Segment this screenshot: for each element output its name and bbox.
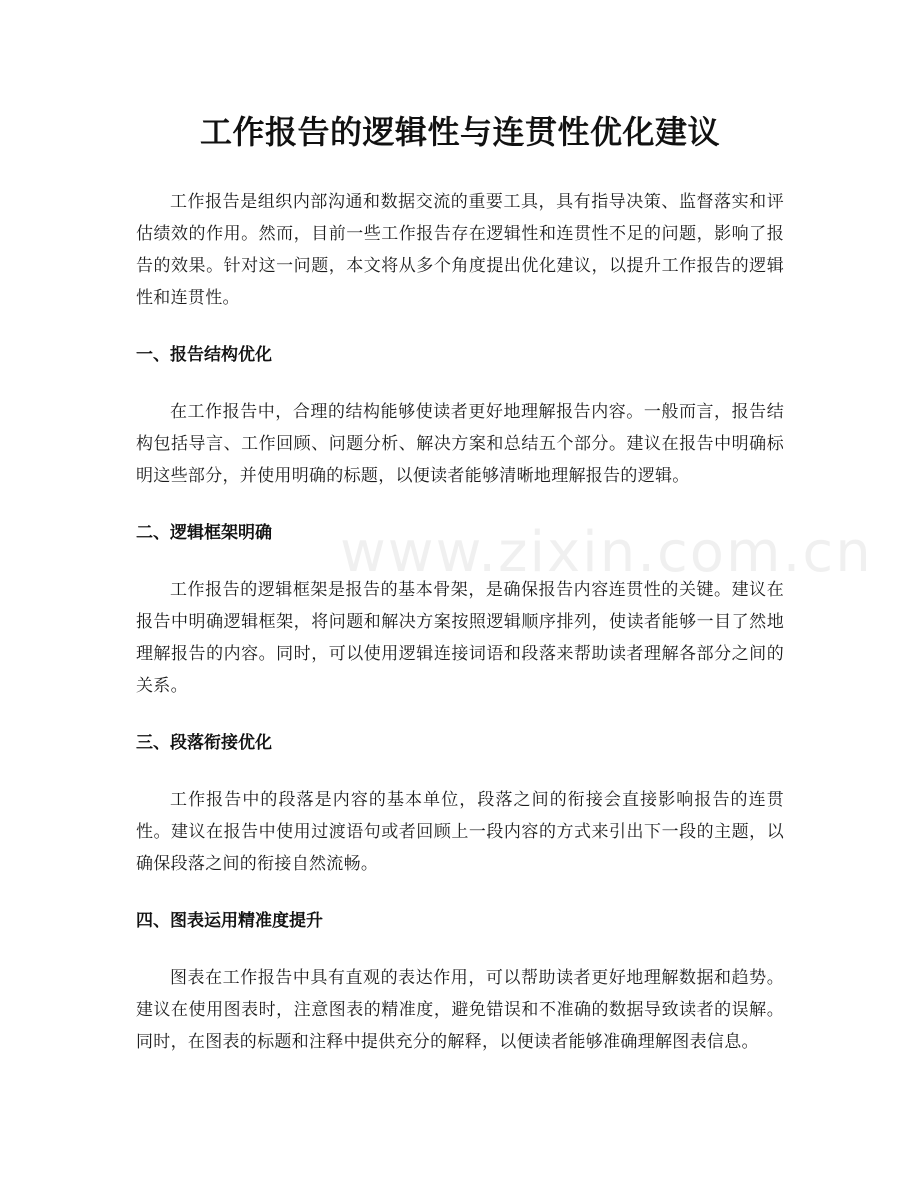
watermark-text: www.zixin.com.cn bbox=[340, 520, 873, 585]
section-body-4: 图表在工作报告中具有直观的表达作用，可以帮助读者更好地理解数据和趋势。建议在使用图表时，注意图表的精准度，避免错误和不准确的数据导致读者的误解。同时，在图表的标题和注释中提供充分的解释，以便读者能够准确理解图表信息。 bbox=[136, 968, 784, 1052]
section-body-1: 在工作报告中，合理的结构能够使读者更好地理解报告内容。一般而言，报告结构包括导言、工作回顾、问题分析、解决方案和总结五个部分。建议在报告中明确标明这些部分，并使用明确的标题，以便读者能够清晰地理解报告的逻辑。 bbox=[136, 402, 784, 486]
section-heading-4: 四、图表运用精准度提升 bbox=[136, 911, 323, 931]
section-heading-2: 二、逻辑框架明确 bbox=[136, 523, 272, 543]
intro-paragraph: 工作报告是组织内部沟通和数据交流的重要工具，具有指导决策、监督落实和评估绩效的作用。然而，目前一些工作报告存在逻辑性和连贯性不足的问题，影响了报告的效果。针对这一问题，本文将从多个角度提出优化建议，以提升工作报告的逻辑性和连贯性。 bbox=[136, 192, 784, 308]
section-heading-3: 三、段落衔接优化 bbox=[136, 733, 272, 753]
section-body-2: 工作报告的逻辑框架是报告的基本骨架，是确保报告内容连贯性的关键。建议在报告中明确逻辑框架，将问题和解决方案按照逻辑顺序排列，使读者能够一目了然地理解报告的内容。同时，可以使用逻辑连接词语和段落来帮助读者理解各部分之间的关系。 bbox=[136, 580, 784, 696]
document-title: 工作报告的逻辑性与连贯性优化建议 bbox=[199, 113, 720, 151]
section-heading-1: 一、报告结构优化 bbox=[136, 345, 272, 365]
section-body-3: 工作报告中的段落是内容的基本单位，段落之间的衔接会直接影响报告的连贯性。建议在报告中使用过渡语句或者回顾上一段内容的方式来引出下一段的主题，以确保段落之间的衔接自然流畅。 bbox=[136, 790, 784, 874]
